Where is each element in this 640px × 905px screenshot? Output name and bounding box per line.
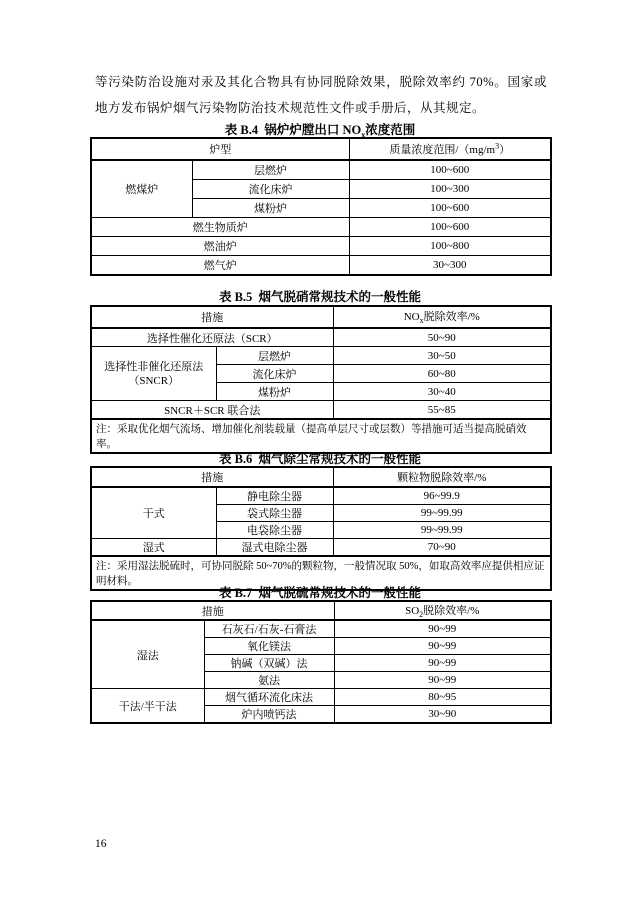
table-b4-title-pre: 表 B.4 锅炉炉膛出口 NO xyxy=(224,123,362,137)
table-cell-value: 60~80 xyxy=(333,365,551,383)
table-row xyxy=(91,487,551,505)
table-cell-label: 层燃炉 xyxy=(216,347,333,365)
table-b5-header-efficiency-post: 脱除效率/% xyxy=(423,311,480,324)
table-b6-header-measure: 措施 xyxy=(91,467,333,487)
table-b5-group-sncr-line1: 选择性非催化还原法 xyxy=(104,360,204,373)
table-b7-header-efficiency xyxy=(334,601,551,620)
table-b7-header-measure: 措施 xyxy=(91,601,334,620)
table-b5-group-sncr xyxy=(91,347,216,401)
table-cell-value: 99~99.99 xyxy=(333,522,551,539)
table-b4-title-post: 浓度范围 xyxy=(365,123,416,137)
table-cell-label: 石灰石/石灰-石膏法 xyxy=(204,620,334,638)
table-cell-label: 层燃炉 xyxy=(192,160,349,180)
table-b4-header-row xyxy=(91,138,551,160)
table-cell-label: 流化床炉 xyxy=(192,180,349,199)
table-cell-value: 30~40 xyxy=(333,383,551,401)
table-b6-note: 注：采用湿法脱硫时，可协同脱除 50~70%的颗粒物，一般情况取 50%，如取高效率应提供相应证明材料。 xyxy=(91,556,551,590)
table-cell-label: 湿式电除尘器 xyxy=(216,539,333,557)
table-cell-label: 燃生物质炉 xyxy=(91,218,349,237)
table-cell-value: 100~600 xyxy=(349,218,551,237)
table-cell-value: 70~90 xyxy=(333,539,551,557)
table-cell-value: 100~600 xyxy=(349,199,551,218)
table-b4 xyxy=(90,137,552,276)
table-cell-label: 氨法 xyxy=(204,672,334,689)
table-cell-value: 80~95 xyxy=(334,689,551,706)
table-b4-header-concentration-post: ） xyxy=(499,144,511,156)
table-b5-title: 表 B.5 烟气脱硝常规技术的一般性能 xyxy=(218,290,422,304)
table-cell-label: 氧化镁法 xyxy=(204,638,334,655)
table-cell-value: 100~600 xyxy=(349,160,551,180)
body-paragraph: 等污染防治设施对汞及其化合物具有协同脱除效果，脱除效率约 70%。国家或地方发布锅炉烟气污染物防治技术规范性文件或手册后，从其规定。 xyxy=(95,75,547,115)
table-b5-header-measure: 措施 xyxy=(91,306,333,328)
table-cell-value: 55~85 xyxy=(333,401,551,420)
table-row xyxy=(91,539,551,557)
table-b7-header-row xyxy=(91,601,551,620)
table-row xyxy=(91,620,551,638)
table-cell-value: 90~99 xyxy=(334,620,551,638)
table-row xyxy=(91,689,551,706)
table-cell-label: 煤粉炉 xyxy=(192,199,349,218)
table-row xyxy=(91,419,551,453)
table-cell-value: 50~90 xyxy=(333,328,551,347)
table-cell-value: 30~50 xyxy=(333,347,551,365)
table-b6-title: 表 B.6 烟气除尘常规技术的一般性能 xyxy=(218,452,422,466)
table-b6 xyxy=(90,466,552,591)
table-b4-header-concentration-sup: 3 xyxy=(495,141,500,151)
table-cell-label: 电袋除尘器 xyxy=(216,522,333,539)
table-cell-label: 静电除尘器 xyxy=(216,487,333,505)
table-cell-label: 流化床炉 xyxy=(216,365,333,383)
page-number: 16 xyxy=(95,838,107,850)
table-cell-label: 烟气循环流化床法 xyxy=(204,689,334,706)
table-b4-header-concentration xyxy=(349,138,551,160)
table-b7-title: 表 B.7 烟气脱硫常规技术的一般性能 xyxy=(218,586,422,600)
table-b6-header-row xyxy=(91,467,551,487)
table-row xyxy=(91,160,551,180)
table-b6-header-efficiency: 颗粒物脱除效率/% xyxy=(333,467,551,487)
table-b5-header-efficiency xyxy=(333,306,551,328)
table-cell-label: 选择性催化还原法（SCR） xyxy=(91,328,333,347)
table-row xyxy=(91,347,551,365)
table-cell-value: 90~99 xyxy=(334,638,551,655)
table-cell-label: 炉内喷钙法 xyxy=(204,706,334,724)
table-cell-label: 煤粉炉 xyxy=(216,383,333,401)
table-b6-group-wet: 湿式 xyxy=(91,539,216,557)
table-cell-value: 30~90 xyxy=(334,706,551,724)
table-b5-header-efficiency-pre: NO xyxy=(403,311,420,324)
table-b7 xyxy=(90,600,552,724)
table-cell-value: 99~99.99 xyxy=(333,505,551,522)
table-b7-header-efficiency-pre: SO xyxy=(405,605,420,617)
table-b5-header-efficiency-sub: x xyxy=(419,316,424,326)
table-b7-header-efficiency-sub: 2 xyxy=(419,610,424,620)
table-row xyxy=(91,256,551,276)
table-row xyxy=(91,328,551,347)
table-cell-value: 100~300 xyxy=(349,180,551,199)
table-b7-group-dry: 干法/半干法 xyxy=(91,689,204,724)
table-b5-header-row xyxy=(91,306,551,328)
table-b4-group-coal: 燃煤炉 xyxy=(91,160,192,218)
table-b4-title-subscript: x xyxy=(361,130,366,140)
table-b7-group-wet: 湿法 xyxy=(91,620,204,689)
table-cell-label: 燃气炉 xyxy=(91,256,349,276)
table-cell-label: 钠碱（双碱）法 xyxy=(204,655,334,672)
table-b5-group-sncr-line2: （SNCR） xyxy=(128,374,180,387)
table-cell-label: SNCR＋SCR 联合法 xyxy=(91,401,333,420)
table-cell-value: 100~800 xyxy=(349,237,551,256)
table-row xyxy=(91,401,551,420)
table-b7-header-efficiency-post: 脱除效率/% xyxy=(423,605,480,617)
table-b5 xyxy=(90,305,552,454)
table-cell-value: 30~300 xyxy=(349,256,551,276)
table-b5-note: 注：采取优化烟气流场、增加催化剂装载量（提高单层尺寸或层数）等措施可适当提高脱硝效率。 xyxy=(91,419,551,453)
table-b6-group-dry: 干式 xyxy=(91,487,216,539)
table-b4-header-furnace-type: 炉型 xyxy=(91,138,349,160)
table-row xyxy=(91,218,551,237)
table-cell-value: 90~99 xyxy=(334,655,551,672)
table-cell-label: 燃油炉 xyxy=(91,237,349,256)
table-cell-value: 90~99 xyxy=(334,672,551,689)
table-row xyxy=(91,237,551,256)
table-b4-header-concentration-pre: 质量浓度范围/（mg/m xyxy=(389,144,496,156)
table-cell-label: 袋式除尘器 xyxy=(216,505,333,522)
table-cell-value: 96~99.9 xyxy=(333,487,551,505)
